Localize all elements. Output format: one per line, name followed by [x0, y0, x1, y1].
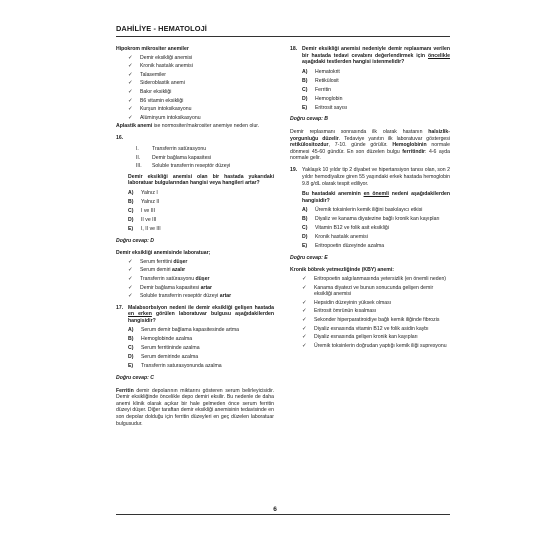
answer-option: C) Vitamin B12 ve folik asit eksikliği [302, 225, 389, 232]
question-number: 16. [116, 135, 124, 142]
checkmark-icon: ✓ [128, 275, 133, 282]
list-item: ✓ Sideroblastik anemi [128, 80, 185, 87]
question-intro: Yaklaşık 10 yıldır tip 2 diyabet ve hipertansiyon tanısı olan, son 2 yıldır hemodiyalize giren 55 yaşındaki erkek hastada hemoglobin 9.8 g/dL olarak tespit ediliyor. [302, 167, 450, 187]
checkmark-icon: ✓ [128, 54, 133, 61]
question-17 [116, 305, 274, 382]
checkmark-icon: ✓ [302, 284, 307, 291]
kby-title: Kronik böbrek yetmezliğinde (KBY) anemi: [290, 267, 394, 274]
footer-rule [116, 514, 450, 515]
hypochromic-list [116, 55, 274, 122]
ferritin-paragraph: Ferritin demir depolarının miktarını gösteren serum belirleyicisidir. Demir eksikliğinde öncelikle depo demiri eksilir. Bu nedenle de daha anemi klinik olarak açıkar bir hale gelmeden önce serum ferritin düzeyi düşer. Diğer taraftan demir eksikliği anemisinin tedavisinde en son depolar dolduğu için ferritin düzeyleri en geç düzelen laboratuar bulgusudur. [116, 387, 274, 427]
question-text: Bu hastadaki aneminin en önemli nedeni aşağıdakilerden hangisidir? [302, 191, 450, 204]
question-19 [290, 167, 450, 261]
answer-option: C) I ve III [128, 207, 155, 214]
question-text: Demir eksikliği anemisi nedeniyle demir replasmanı verilen bir hastada tedavi cevabını değerlendirmek için öncelikle aşağıdaki testlerden hangisi istenmelidir? [302, 46, 450, 66]
checkmark-icon: ✓ [302, 299, 307, 306]
answer-option: D) Hemoglobin [302, 95, 343, 102]
list-item: ✓ Hepsidin düzeyinin yüksek olması [302, 299, 392, 306]
page-header: DAHİLİYE - HEMATOLOJİ [116, 24, 450, 37]
answer-option: D) II ve III [128, 216, 157, 223]
list-item: ✓ Kanama diyatezi ve bunun sonucunda gelişen demir eksikliği anemisi [302, 284, 434, 298]
list-item: ✓ Kurşun intoksikasyonu [128, 106, 192, 113]
options [116, 190, 274, 233]
answer-option: B) Yalnız II [128, 198, 160, 205]
options [290, 207, 450, 250]
list-item: ✓ Diyaliz esnasında gelişen kronik kan kayıpları [302, 334, 418, 341]
question-16 [116, 135, 274, 244]
answer: Doğru cevap: B [290, 116, 328, 123]
checkmark-icon: ✓ [302, 308, 307, 315]
answer-option: D) Kronik hastalık anemisi [302, 234, 368, 241]
list-item: ✓ Kronik hastalık anemisi [128, 63, 193, 70]
checkmark-icon: ✓ [128, 267, 133, 274]
list-item: ✓ Talasemiler [128, 71, 166, 78]
checkmark-icon: ✓ [128, 63, 133, 70]
answer-option: E) Eritrosit sayısı [302, 104, 348, 111]
list-item: ✓ Soluble transferrin reseptör düzeyi artar [128, 293, 232, 300]
lab-title: Demir eksikliği anemisinde laboratuar; [116, 250, 211, 257]
checkmark-icon: ✓ [128, 71, 133, 78]
question-number: 19. [290, 167, 298, 174]
options [116, 327, 274, 370]
lab-list [116, 259, 274, 300]
checkmark-icon: ✓ [128, 114, 133, 121]
checkmark-icon: ✓ [302, 342, 307, 349]
left-column [116, 46, 274, 427]
right-column [290, 46, 450, 351]
answer: Doğru cevap: D [116, 237, 154, 244]
answer-option: E) I, II ve III [128, 225, 161, 232]
answer-option: C) Serum ferritininde azalma [128, 345, 200, 352]
answer-option: A) Hematokrit [302, 68, 340, 75]
answer-option: C) Ferritin [302, 86, 331, 93]
question-18 [290, 46, 450, 123]
checkmark-icon: ✓ [128, 106, 133, 113]
page-number: 6 [0, 506, 550, 513]
checkmark-icon: ✓ [128, 97, 133, 104]
checkmark-icon: ✓ [302, 317, 307, 324]
roman-item: I. Transferrin satürasyonu [136, 146, 207, 153]
answer-option: E) Transferrin saturasyonunda azalma [128, 363, 222, 370]
list-item: ✓ Serum demiri azalır [128, 267, 186, 274]
answer-option: A) Serum demir bağlama kapasitesinde artma [128, 327, 240, 334]
list-item: ✓ Demir eksikliği anemisi [128, 54, 193, 61]
answer: Doğru cevap: C [116, 375, 154, 381]
list-item: ✓ Demir bağlama kapasitesi artar [128, 284, 213, 291]
options [290, 69, 450, 112]
hypochromic-title: Hipokrom mikrositer anemiler [116, 46, 189, 52]
checkmark-icon: ✓ [128, 80, 133, 87]
checkmark-icon: ✓ [128, 88, 133, 95]
list-item: ✓ B6 vitamin eksikliği [128, 97, 184, 104]
list-item: ✓ Serum ferritini düşer [128, 258, 188, 265]
answer-option: B) Hemoglobinde azalma [128, 336, 193, 343]
answer-option: B) Retikülosit [302, 77, 339, 84]
list-item: ✓ Alüminyum intoksikasyonu [128, 114, 201, 121]
replacement-paragraph: Demir replasmanı sonrasında ilk olarak hastanın halsizlik-yorgunluğu düzelir. Tedaviye yanıtın ilk laboratuvar göstergesi retikülositozdur, 7-10. günde görülür. Hemoglobinin normale dönmesi 45-60 gündür. En son düzelen bulgu ferritindir: 4-6 ayda normale gelir. [290, 128, 450, 162]
question-text: Malabsorbsiyon nedeni ile demir eksikliği gelişen hastada en erken görülen laboratuvar bulgusu aşağıdakilerden hangisidir? [128, 304, 274, 324]
list-item: ✓ Transferrin satürasyonu düşer [128, 275, 210, 282]
checkmark-icon: ✓ [302, 276, 307, 283]
kby-list [290, 276, 450, 349]
list-item: ✓ Sekonder hiperparatiroidiye bağlı kemik iliğinde fibrozis [302, 317, 440, 324]
checkmark-icon: ✓ [128, 293, 133, 300]
roman-list [136, 146, 274, 170]
list-item: ✓ Diyaliz esnasında vitamin B12 ve folik asidin kaybı [302, 325, 429, 332]
roman-item: III. Soluble transferrin reseptör düzeyi [136, 163, 231, 170]
list-item: ✓ Bakır eksikliği [128, 88, 172, 95]
checkmark-icon: ✓ [128, 284, 133, 291]
answer-option: B) Diyaliz ve kanama diyatezine bağlı kronik kan kayıpları [302, 216, 440, 223]
answer-option: E) Eritropoetin düzeyinde azalma [302, 243, 385, 250]
answer-option: D) Serum demirinde azalma [128, 354, 199, 361]
answer: Doğru cevap: E [290, 254, 328, 261]
checkmark-icon: ✓ [302, 334, 307, 341]
question-text: Demir eksikliği anemisi olan bir hastada yukarıdaki laboratuar bulgularından hangisi veya hangileri artar? [128, 173, 274, 187]
aplastic-note: Aplastik anemi ise normositer/makrositer anemiye neden olur. [116, 123, 260, 130]
answer-option: A) Yalnız I [128, 190, 158, 196]
list-item: ✓ Eritropoetin salgılanmasında yetersizlik (en önemli neden) [302, 276, 447, 283]
checkmark-icon: ✓ [128, 258, 133, 265]
question-number: 18. [290, 46, 298, 52]
list-item: ✓ Üremik toksinlerin doğrudan yaptığı kemik iliği supresyonu [302, 342, 447, 349]
answer-option: A) Üremik toksinlerin kemik iliğini baskılayıcı etkisi [302, 207, 423, 214]
checkmark-icon: ✓ [302, 325, 307, 332]
question-number: 17. [116, 304, 124, 311]
roman-item: II. Demir bağlama kapasitesi [136, 154, 212, 161]
list-item: ✓ Eritrosit ömrünün kısalması [302, 308, 377, 315]
